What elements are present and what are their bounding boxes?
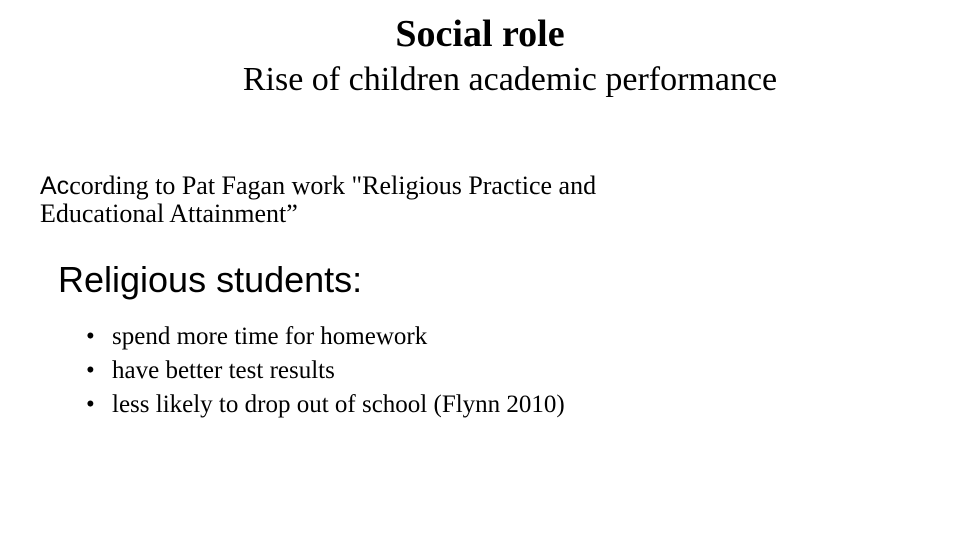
citation-line2: Educational Attainment” <box>40 199 298 228</box>
bullet-list <box>86 320 565 422</box>
bullet-icon: • <box>86 323 95 350</box>
list-item <box>86 354 565 388</box>
list-item <box>86 320 565 354</box>
bullet-icon: • <box>86 357 95 384</box>
bullet-text: have better test results <box>112 357 335 384</box>
slide-title: Social role <box>395 13 565 55</box>
bullet-text: less likely to drop out of school (Flynn 2010) <box>112 391 565 418</box>
slide-subtitle: Rise of children academic performance <box>242 61 778 98</box>
citation-lead: Ac <box>40 172 70 200</box>
citation-text <box>40 172 760 227</box>
section-heading: Religious students: <box>58 259 363 300</box>
bullet-icon: • <box>86 391 95 418</box>
list-item <box>86 388 565 422</box>
citation-line1: cording to Pat Fagan work "Religious Practice and <box>69 171 597 200</box>
bullet-text: spend more time for homework <box>112 323 428 350</box>
